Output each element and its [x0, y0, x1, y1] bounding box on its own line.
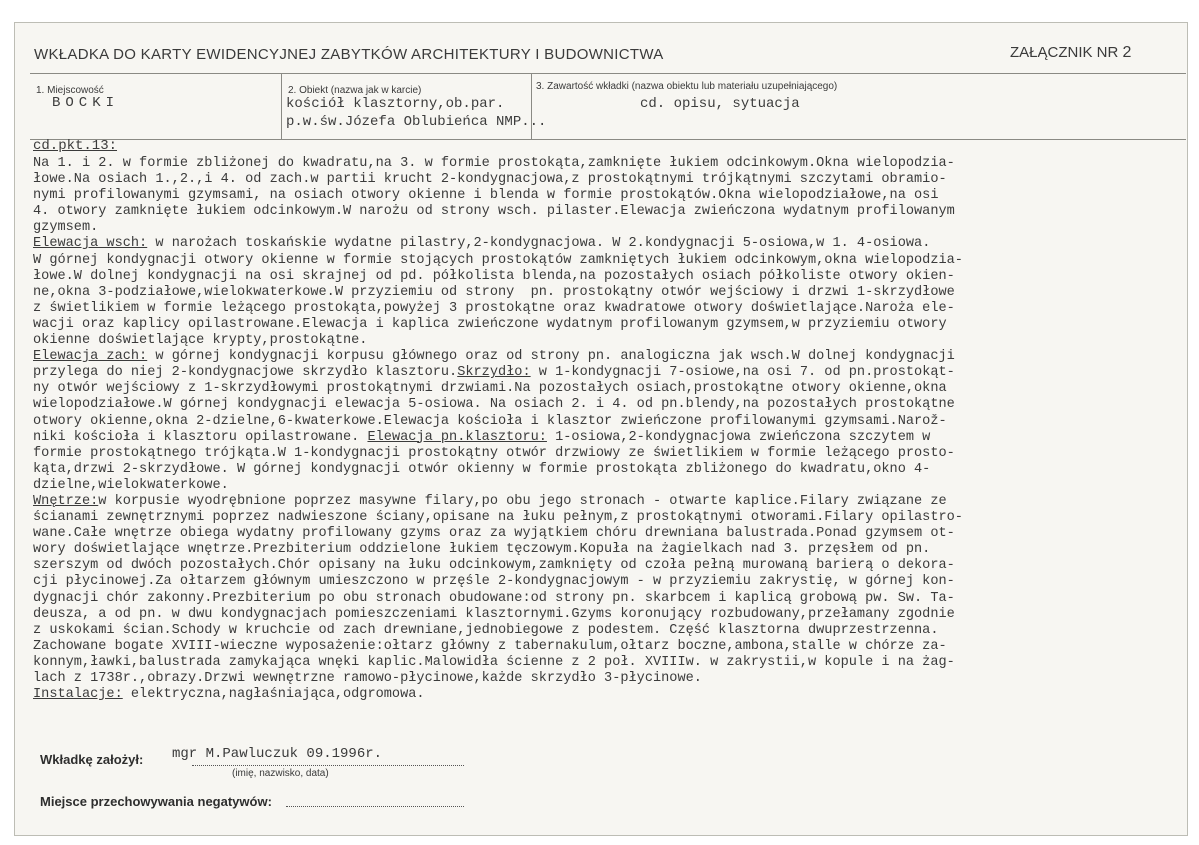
body-line	[33, 236, 1193, 252]
body-line	[33, 253, 1193, 269]
body-text-segment: nymi profilowanymi gzymsami, na osiach otwory okienne i blenda w formie prostokątów.Okna wielopodziałowe,na osi	[33, 188, 939, 204]
subsection-heading: Elewacja pn.klasztoru:	[367, 429, 547, 445]
object-label: 2. Obiekt (nazwa jak w karcie)	[288, 85, 422, 96]
body-text-segment: 4. otwory zamknięte łukiem odcinkowym.W narożu od strony wsch. pilaster.Elewacja zwieńczona wydatnym profilowanym	[33, 204, 955, 220]
inserted-by-line	[192, 765, 464, 766]
body-text-segment: Zachowane bogate XVIII-wieczne wyposażenie:ołtarz główny z tabernakulum,ołtarz boczne,ambona,stalle w chórze za-	[33, 638, 947, 654]
body-line	[33, 526, 1193, 542]
section-heading	[33, 138, 117, 154]
object-value-line-1: kościół klasztorny,ob.par.	[286, 96, 505, 112]
body-line	[33, 655, 1193, 671]
body-line	[33, 204, 1193, 220]
body-text-segment: W górnej kondygnacji otwory okienne w formie stojących prostokątów zamkniętych łukiem odcinkowym,okna wielopodzia-	[33, 252, 963, 268]
body-line	[33, 671, 1193, 687]
body-line	[33, 462, 1193, 478]
body-text-segment: szerszym od dwóch pozostałych.Chór opisany na łuku odcinkowym,zamknięty od czoła pełną murowaną barierą o dekora-	[33, 558, 955, 574]
description-body	[33, 156, 1193, 703]
body-line	[33, 156, 1193, 172]
body-text-segment: 1-osiowa,2-kondygnacjowa zwieńczona szczytem w	[546, 429, 931, 445]
body-line	[33, 430, 1193, 446]
body-line	[33, 623, 1193, 639]
body-text-segment: ścianami zewnętrznymi poprzez nadwieszone ściany,opisane na łuku pełnym,z prostokątnymi otworami.Filary opilastro-	[33, 510, 963, 526]
body-text-segment: wielopodziałowe.W górnej kondygnacji elewacja 5-osiowa. Na osiach 2. i 4. od pn.blendy,na pozostałych prostokątne	[33, 397, 955, 413]
locality-label: 1. Miejscowość	[36, 85, 104, 96]
subsection-heading: Instalacje:	[33, 687, 123, 703]
subsection-heading: Wnętrze:	[33, 493, 99, 509]
body-text-segment: łowe.W dolnej kondygnacji na osi skrajnej od pd. półkolista blenda,na pozostałych osiach półkoliste otwory okien-	[33, 268, 955, 284]
body-text-segment: ny otwór wejściowy z 1-skrzydłowymi prostokątnymi drzwiami.Na pozostałych osiach,prostokątne otwory okienne,okna	[33, 381, 947, 397]
body-text-segment: wane.Całe wnętrze obiega wydatny profilowany gzyms oraz za wyjątkiem chóru drewniana balustrada.Ponad gzymsem ot-	[33, 526, 955, 542]
body-text-segment: cji płycinowej.Za ołtarzem głównym umieszczono w przęśle 2-kondygnacjowym - w przyziemiu zakrystię, w górnej kon-	[33, 574, 955, 590]
body-line	[33, 558, 1193, 574]
body-line	[33, 446, 1193, 462]
body-text-segment: deusza, a od pn. w dwu kondygnacjach pomieszczeniami klasztornymi.Gzyms koronujący rozbudowany,przełamany zgodnie	[33, 606, 955, 622]
body-line	[33, 349, 1193, 365]
inserted-by-value: mgr M.Pawluczuk 09.1996r.	[172, 746, 383, 762]
body-text-segment: przylega do niej 2-kondygnacjowe skrzydło klasztoru.	[33, 365, 458, 381]
object-value-line-2: p.w.św.Józefa Oblubieńca NMP...	[286, 114, 547, 130]
body-line	[33, 301, 1193, 317]
attachment-label-text: ZAŁĄCZNIK NR	[1010, 44, 1119, 61]
body-text-segment: konnym,ławki,balustrada zamykająca wnęki kaplic.Malowidła ścienne z 2 poł. XVIIIw. w zakrystii,w kopule i na żag-	[33, 654, 955, 670]
body-text-segment: okienne doświetlające krypty,prostokątne.	[33, 333, 368, 349]
body-line	[33, 639, 1193, 655]
body-text-segment: z świetlikiem w formie leżącego prostokąta,powyżej 3 prostokątne oraz kwadratowe otwory doświetlające.Naroża ele-	[33, 300, 955, 316]
body-text-segment: elektryczna,nagłaśniająca,odgromowa.	[122, 687, 425, 703]
body-line	[33, 414, 1193, 430]
header-rule	[30, 73, 1186, 74]
body-line	[33, 494, 1193, 510]
body-text-segment: z uskokami ścian.Schody w kruchcie od zach drewniane,jednobiegowe z podestem. Część klasztorna dwuprzestrzenna.	[33, 622, 939, 638]
section-heading-text: cd.pkt.13:	[33, 138, 118, 154]
body-line	[33, 397, 1193, 413]
contents-value: cd. opisu, sytuacja	[640, 96, 800, 112]
body-text-segment: dygnacji chór zakonny.Prezbiterium po obu stronach obudowane:od strony pn. skarbcem i kaplicą grobową pw. Sw. Ta-	[33, 590, 955, 606]
subsection-heading: Elewacja wsch:	[33, 236, 148, 252]
body-text-segment: wory doświetlające wnętrze.Prezbiterium oddzielone łukiem tęczowym.Kopuła na żagielkach nad 3. przęsłem od pn.	[33, 542, 931, 558]
body-text-segment: ne,okna 3-podziałowe,wielokwaterkowe.W przyziemiu od strony pn. prostokątny otwór wejściowy i drzwi 1-skrzydłowe	[33, 284, 955, 300]
body-text-segment: w korpusie wyodrębnione poprzez masywne filary,po obu jego stronach - otwarte kaplice.Filary związane ze	[98, 493, 947, 509]
field-divider-1	[281, 74, 282, 139]
body-line	[33, 333, 1193, 349]
body-text-segment: gzymsem.	[33, 220, 99, 236]
body-text-segment: łowe.Na osiach 1.,2.,i 4. od zach.w partii krucht 2-kondygnacjowa,z prostokątnymi trójkątnymi szczytami obramio-	[33, 172, 947, 188]
body-line	[33, 510, 1193, 526]
attachment-number: 2	[1122, 44, 1132, 61]
body-line	[33, 188, 1193, 204]
subsection-heading: Elewacja zach:	[33, 349, 148, 365]
body-line	[33, 591, 1193, 607]
body-line	[33, 220, 1193, 236]
body-line	[33, 381, 1193, 397]
body-line	[33, 365, 1193, 381]
negatives-line	[286, 806, 464, 807]
body-line	[33, 269, 1193, 285]
attachment-label	[1010, 44, 1131, 62]
locality-value: BOCKI	[52, 95, 120, 111]
inserted-by-hint: (imię, nazwisko, data)	[232, 768, 329, 779]
body-line	[33, 574, 1193, 590]
body-text-segment: niki kościoła i klasztoru opilastrowane.	[33, 429, 368, 445]
body-text-segment: w górnej kondygnacji korpusu głównego oraz od strony pn. analogiczna jak wsch.W dolnej kondygnacji	[147, 349, 955, 365]
form-title: WKŁADKA DO KARTY EWIDENCYJNEJ ZABYTKÓW ARCHITEKTURY I BUDOWNICTWA	[34, 46, 664, 63]
fields-rule	[30, 139, 1186, 140]
body-text-segment: Na 1. i 2. w formie zbliżonej do kwadratu,na 3. w formie prostokąta,zamknięte łukiem odcinkowym.Okna wielopodzia-	[33, 156, 955, 171]
body-text-segment: otwory okienne,okna 2-dzielne,6-kwaterkowe.Elewacja kościoła i klasztor zwieńczone profilowanymi gzymsami.Narož-	[33, 413, 947, 429]
body-text-segment: formie prostokątnego trójkąta.W 1-kondygnacji prostokątny otwór drzwiowy ze świetlikiem w formie leżącego prosto-	[33, 445, 955, 461]
body-line	[33, 172, 1193, 188]
body-line	[33, 542, 1193, 558]
body-line	[33, 607, 1193, 623]
body-line	[33, 285, 1193, 301]
body-text-segment: wacji oraz kaplicy opilastrowane.Elewacja i kaplica zwieńczone wydatnym profilowanym gzymsem,w przyziemiu otwory	[33, 316, 947, 332]
subsection-heading: Skrzydło:	[457, 365, 531, 381]
body-line	[33, 317, 1193, 333]
body-text-segment: w narożach toskańskie wydatne pilastry,2-kondygnacjowa. W 2.kondygnacji 5-osiowa,w 1. 4-osiowa.	[147, 236, 931, 252]
contents-label: 3. Zawartość wkładki (nazwa obiektu lub materiału uzupełniającego)	[536, 81, 838, 92]
body-line	[33, 478, 1193, 494]
body-text-segment: w 1-kondygnacji 7-osiowe,na osi 7. od pn.prostokąt-	[530, 365, 955, 381]
body-line	[33, 687, 1193, 703]
body-text-segment: dzielne,wielokwaterkowe.	[33, 477, 229, 493]
body-text-segment: kąta,drzwi 2-skrzydłowe. W górnej kondygnacji otwór okienny w formie prostokąta zbliżonego do kwadratu,okno 4-	[33, 461, 931, 477]
inserted-by-label: Wkładkę założył:	[40, 752, 144, 767]
body-text-segment: lach z 1738r.,obrazy.Drzwi wewnętrzne ramowo-płycinowe,każde skrzydło 3-płycinowe.	[33, 671, 702, 686]
negatives-label: Miejsce przechowywania negatywów:	[40, 794, 272, 809]
